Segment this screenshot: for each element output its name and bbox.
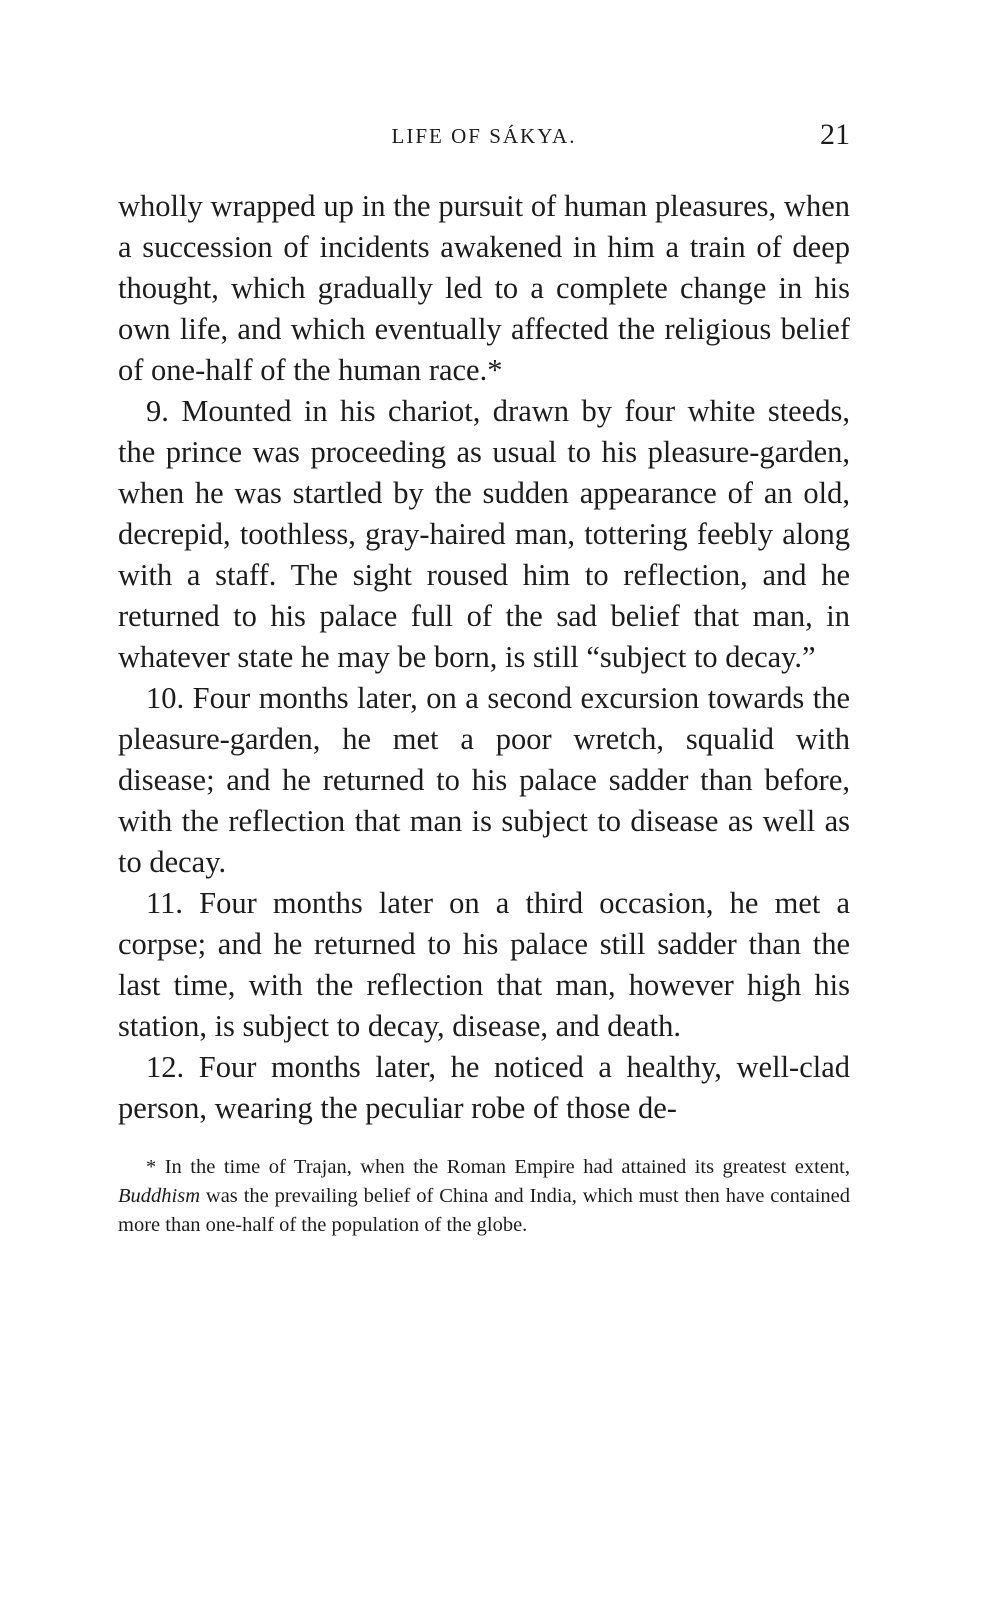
paragraph-text: Four months later, on a second excursion towards the pleasure-garden, he met a poor wretch, squalid with disease; and he returned to his palace sadder than before, with the reflection that man is subject to disease as well as to decay.: [118, 681, 851, 879]
running-head: [118, 118, 850, 158]
footnote: [118, 1153, 850, 1240]
footnote-text-after: was the prevailing belief of China and India, which must then have contained more than one-half of the population of the globe.: [118, 1185, 850, 1236]
paragraph-text: Four months later, he noticed a healthy, well-clad person, wearing the peculiar robe of those de-: [118, 1050, 850, 1125]
footnote-marker: *: [146, 1156, 157, 1178]
paragraph-9: [118, 391, 850, 678]
paragraph-number: 12.: [146, 1050, 185, 1084]
paragraph-10: [118, 678, 850, 883]
paragraph-11: [118, 883, 850, 1047]
continuation-paragraph: wholly wrapped up in the pursuit of human pleasures, when a succession of incidents awakened in him a train of deep thought, which gradually led to a complete change in his own life, and which eventually affected the religious belief of one-half of the human race.*: [118, 189, 850, 387]
paragraph-text: Mounted in his chariot, drawn by four white steeds, the prince was proceeding as usual to his pleasure-garden, when he was startled by the sudden appearance of an old, decrepid, toothless, gray-haired man, tottering feebly along with a staff. The sight roused him to reflection, and he returned to his palace full of the sad belief that man, in whatever state he may be born, is still “subject to decay.”: [118, 394, 850, 674]
paragraph-text: Four months later on a third occasion, he met a corpse; and he returned to his palace still sadder than the last time, with the reflection that man, however high his station, is subject to decay, disease, and death.: [118, 886, 850, 1043]
footnote-text-before: In the time of Trajan, when the Roman Empire had attained its greatest extent,: [164, 1156, 850, 1178]
paragraph-12: [118, 1047, 850, 1129]
book-page: [118, 118, 850, 1240]
running-title: LIFE OF SÁKYA.: [391, 124, 577, 148]
footnote-text: [118, 1153, 850, 1240]
body-text: [118, 186, 850, 1129]
paragraph-number: 9.: [146, 394, 169, 428]
page-number: 21: [820, 118, 850, 151]
paragraph-number: 10.: [146, 681, 185, 715]
footnote-emphasis: Buddhism: [118, 1185, 200, 1207]
paragraph-number: 11.: [146, 886, 183, 920]
